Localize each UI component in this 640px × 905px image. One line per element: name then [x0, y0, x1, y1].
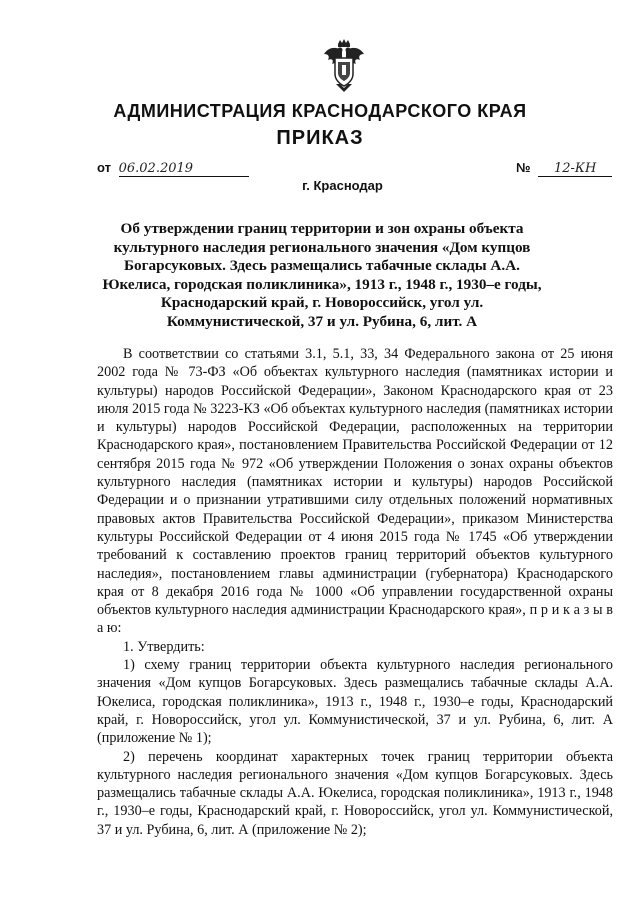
city: г. Краснодар: [302, 178, 383, 193]
preamble-text: В соответствии со статьями 3.1, 5.1, 33, 34 Федерального закона от 25 июня 2002 года № 73-ФЗ «Об объектах культурного наследия (памятниках истории и культуры) народов Российской Федерации», Законом Краснодарского края от 23 июля 2015 года № 3223-КЗ «Об объектах культурного наследия (памятниках истории и культуры) народов Российской Федерации, расположенных на территории Краснодарского края», постановлением Правительства Российской Федерации от 12 сентября 2015 года № 972 «Об утверждении Положения о зонах охраны объектов культурного наследия (памятниках истории и культуры) народов Российской Федерации и о признании утратившими силу отдельных положений нормативных правовых актов Правительства Российской Федерации», приказом Министерства культуры Российской Федерации от 4 июня 2015 года № 1745 «Об утверждении требований к составлению проектов границ территорий объектов культурного наследия», постановлением главы администрации (губернатора) Краснодарского края от 8 декабря 2016 года № 1000 «Об управлении государственной охраны объектов культурного наследия администрации Краснодарского края»,: [97, 346, 613, 619]
document-type: ПРИКАЗ: [276, 127, 364, 149]
date-prefix: от: [97, 160, 111, 175]
date-field: [97, 160, 249, 177]
order-word: п р и к а з ы в а ю:: [97, 602, 613, 637]
number-prefix: №: [516, 160, 531, 175]
document-title: Об утверждении границ территории и зон охраны объекта культурного наследия регионального значения «Дом купцов Богарсуковых. Здесь размещались табачные склады А.А. Юкелиса, городская поликлиника», 1913 г., 1948 г., 1930–е годы, Краснодарский край, г. Новороссийск, угол ул. Коммунистической, 37 и ул. Рубина, 6, лит. А: [102, 220, 542, 330]
point-1: 1. Утвердить:: [123, 638, 205, 655]
preamble-paragraph: [97, 345, 613, 638]
document-body: [97, 345, 613, 839]
date-value: 06.02.2019: [119, 161, 249, 177]
coat-of-arms-icon: [322, 38, 366, 94]
sub-item-2: 2) перечень координат характерных точек границ территории объекта культурного наследия регионального значения «Дом купцов Богарсуковых. Здесь размещались табачные склады А.А. Юкелиса, городская поликлиника», 1913 г., 1948 г., 1930–е годы, Краснодарский край, г. Новороссийск, угол ул. Коммунистической, 37 и ул. Рубина, 6, лит. А (приложение № 2);: [97, 748, 613, 838]
sub-item-1: 1) схему границ территории объекта культурного наследия регионального значения «Дом купцов Богарсуковых. Здесь размещались табачные склады А.А. Юкелиса, городская поликлиника», 1913 г., 1948 г., 1930–е годы, Краснодарский край, г. Новороссийск, угол ул. Коммунистической, 37 и ул. Рубина, 6, лит. А (приложение № 1);: [97, 657, 613, 747]
number-field: [516, 160, 612, 177]
organization-name: АДМИНИСТРАЦИЯ КРАСНОДАРСКОГО КРАЯ: [113, 101, 527, 121]
number-value: 12-КН: [538, 161, 612, 177]
